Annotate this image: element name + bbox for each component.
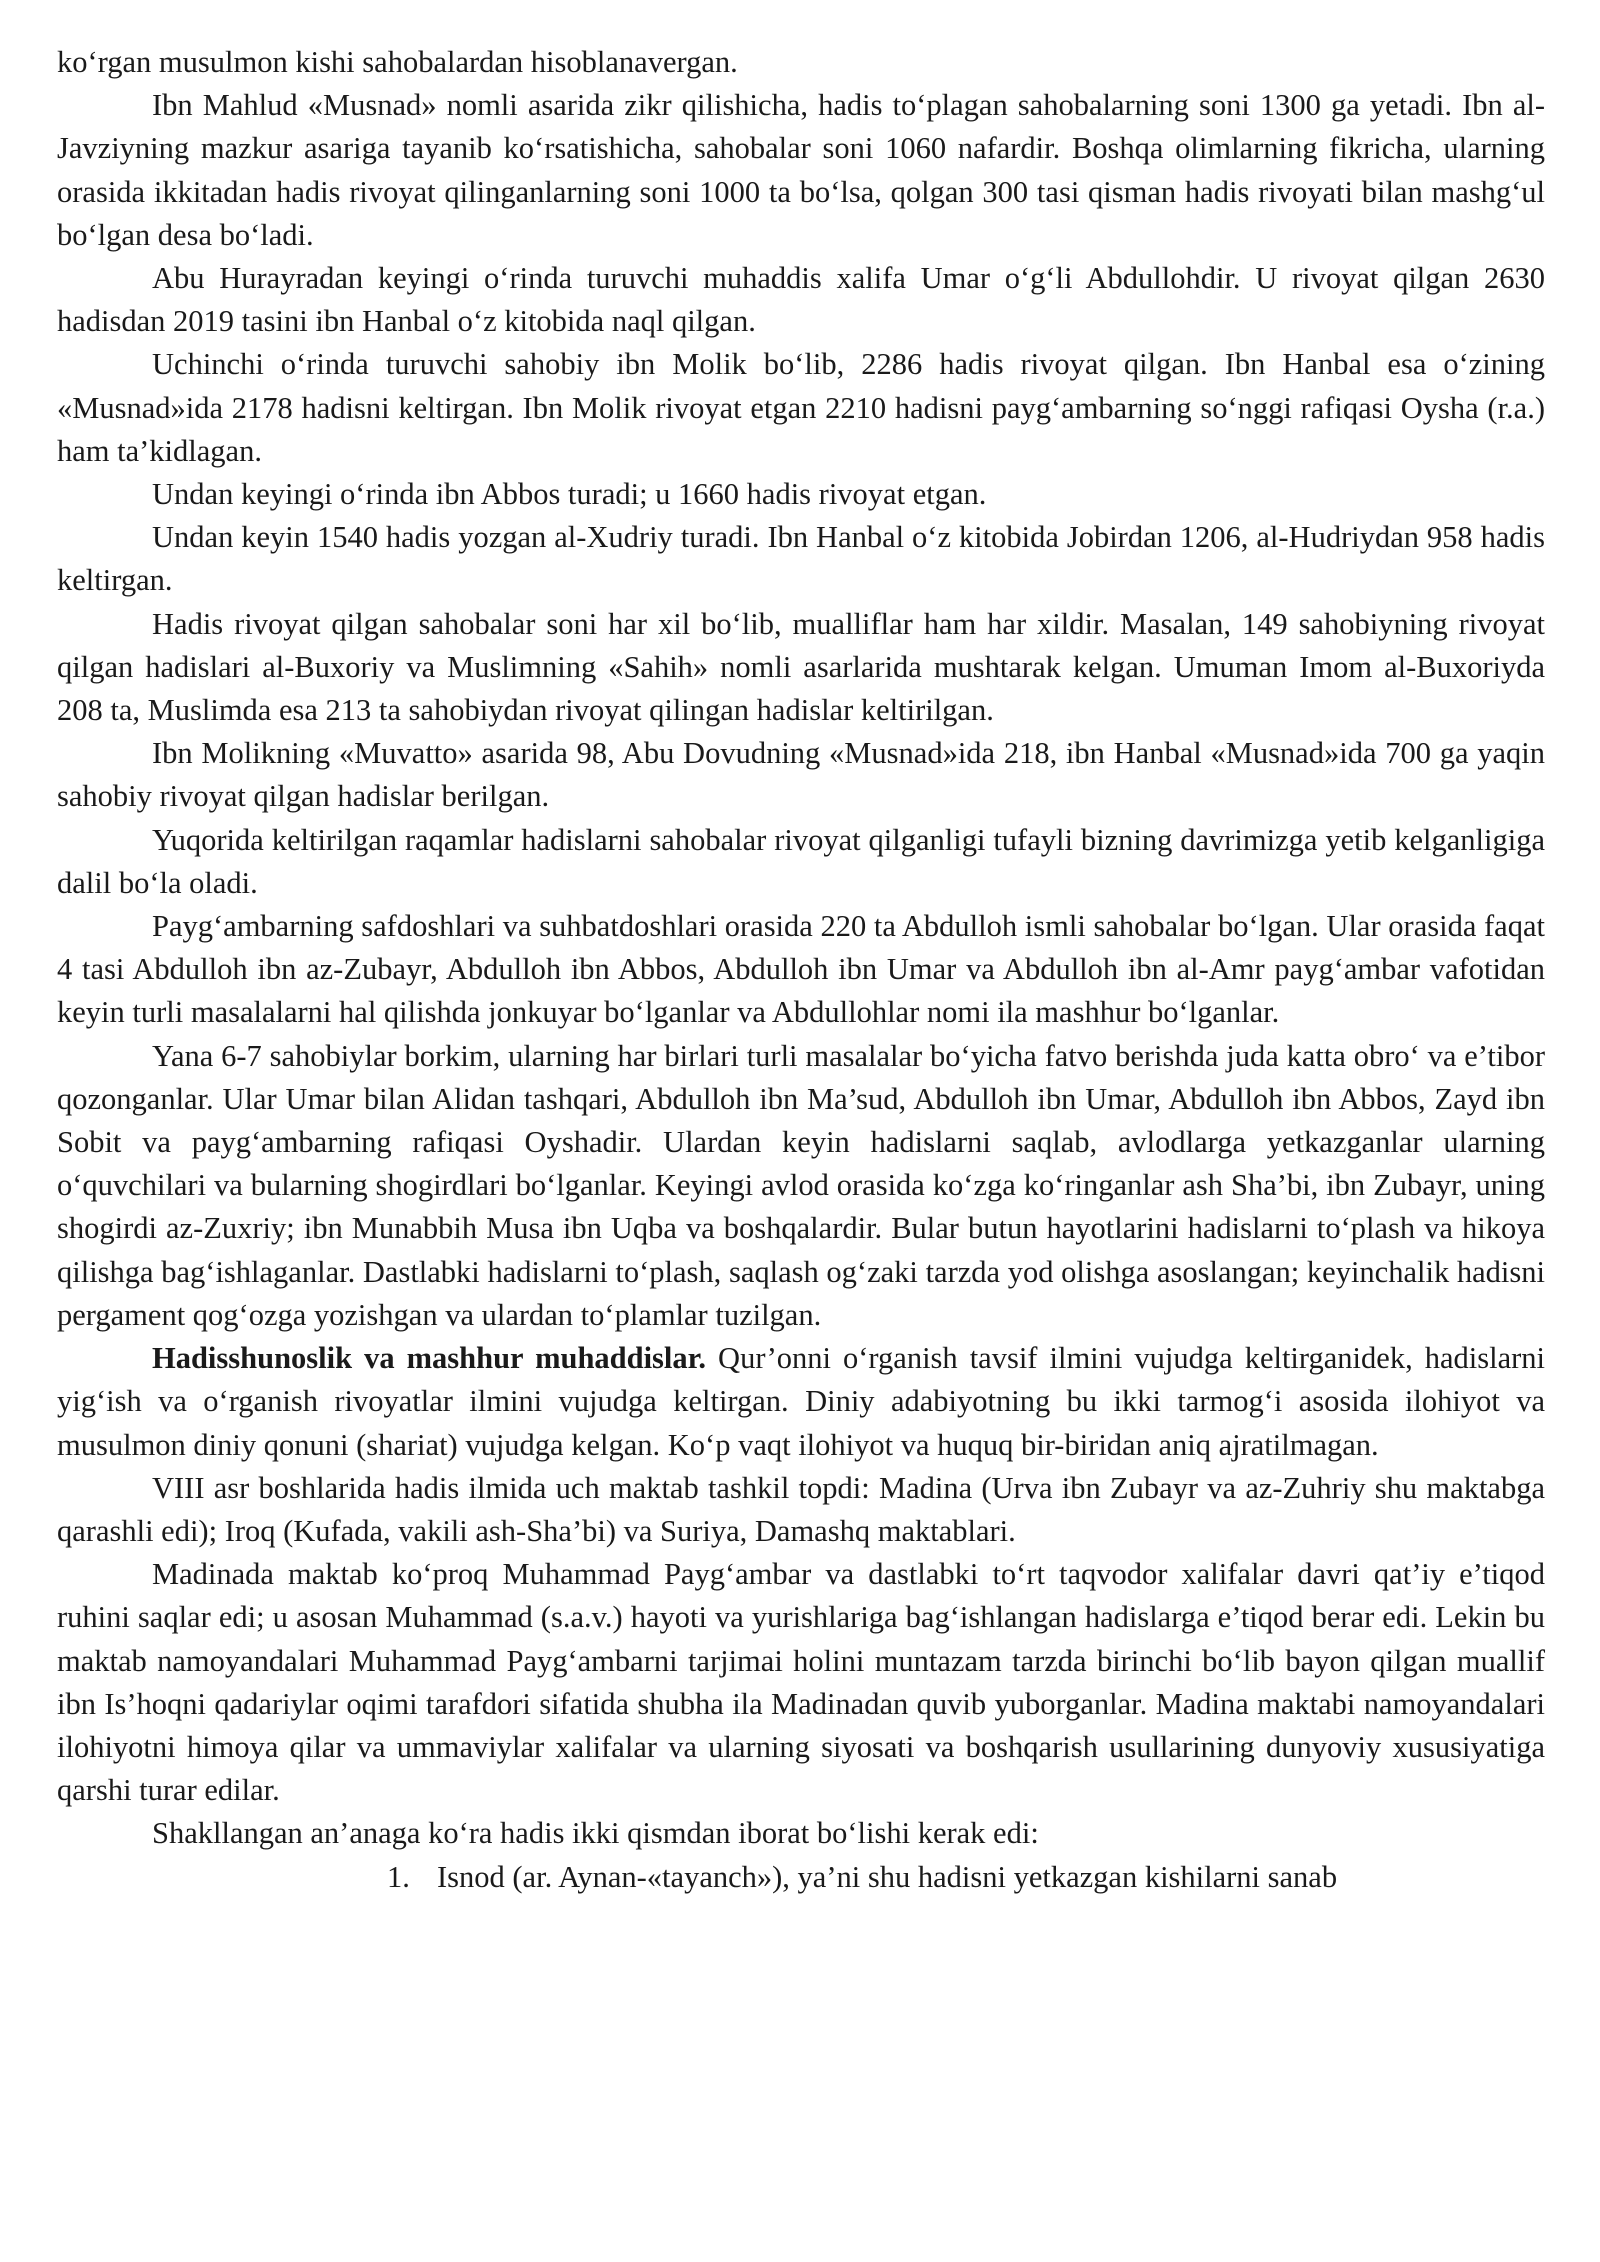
paragraph: Shakllangan an’anaga ko‘ra hadis ikki qismdan iborat bo‘lishi kerak edi: (152, 1816, 1039, 1851)
paragraph: Uchinchi o‘rinda turuvchi sahobiy ibn Molik bo‘lib, 2286 hadis rivoyat qilgan. Ibn Hanbal esa o‘zining «Musnad»ida 2178 hadisni keltirgan. Ibn Molik rivoyat etgan 2210 hadisni payg‘ambarning so‘nggi rafiqasi Oysha (r.a.) ham ta’kidlagan. (57, 347, 1545, 468)
paragraph: Yuqorida keltirilgan raqamlar hadislarni sahobalar rivoyat qilganligi tufayli bizning davrimizga yetib kelganligiga dalil bo‘la oladi. (57, 822, 1545, 900)
paragraph: Undan keyingi o‘rinda ibn Abbos turadi; u 1660 hadis rivoyat etgan. (152, 477, 987, 512)
list-number: 1. (387, 1859, 410, 1894)
paragraph: VIII asr boshlarida hadis ilmida uch maktab tashkil topdi: Madina (Urva ibn Zubayr va az-Zuhriy shu maktabga qarashli edi); Iroq (Kufada, vakili ash-Sha’bi) va Suriya, Damashq maktablari. (57, 1470, 1545, 1548)
paragraph: Yana 6-7 sahobiylar borkim, ularning har birlari turli masalalar bo‘yicha fatvo berishda juda katta obro‘ va e’tibor qozonganlar. Ular Umar bilan Alidan tashqari, Abdulloh ibn Ma’sud, Abdulloh ibn Umar, Abdulloh ibn Abbos, Zayd ibn Sobit va payg‘ambarning rafiqasi Oyshadir. Ulardan keyin hadislarni saqlab, avlodlarga yetkazganlar ularning o‘quvchilari va bularning shogirdlari bo‘lganlar. Keyingi avlod orasida ko‘zga ko‘ringanlar ash Sha’bi, ibn Zubayr, uning shogirdi az-Zuxriy; ibn Munabbih Musa ibn Uqba va boshqalardir. Bular butun hayotlarini hadislarni to‘plash va hikoya qilishga bag‘ishlaganlar. Dastlabki hadislarni to‘plash, saqlash og‘zaki tarzda yod olishga asoslangan; keyinchalik hadisni pergament qog‘ozga yozishgan va ulardan to‘plamlar tuzilgan. (57, 1038, 1545, 1332)
paragraph: Undan keyin 1540 hadis yozgan al-Xudriy turadi. Ibn Hanbal o‘z kitobida Jobirdan 1206, al-Hudriydan 958 hadis keltirgan. (57, 520, 1545, 598)
numbered-list (57, 1856, 1545, 1899)
section-heading: Hadisshunoslik va mashhur muhaddislar. (152, 1341, 707, 1376)
section-lead-text: Qur’onni o‘rganish tavsif ilmini vujudga keltirganidek, hadislarni yig‘ish va o‘rganish rivoyatlar ilmini vujudga keltirgan. Diniy adabiyotning bu ikki tarmog‘i asosida ilohiyot va musulmon diniy qonuni (shariat) vujudga kelgan. Ko‘p vaqt ilohiyot va huquq bir-biridan aniq ajratilmagan. (57, 1341, 1545, 1462)
paragraph: Ibn Molikning «Muvatto» asarida 98, Abu Dovudning «Musnad»ida 218, ibn Hanbal «Musnad»ida 700 ga yaqin sahobiy rivoyat qilgan hadislar berilgan. (57, 736, 1545, 814)
list-item (57, 1856, 1545, 1899)
paragraph: Madinada maktab ko‘proq Muhammad Payg‘ambar va dastlabki to‘rt taqvodor xalifalar davri qat’iy e’tiqod ruhini saqlar edi; u asosan Muhammad (s.a.v.) hayoti va yurishlariga bag‘ishlangan hadislarga e’tiqod berar edi. Lekin bu maktab namoyandalari Muhammad Payg‘ambarni tarjimai holini muntazam tarzda birinchi bo‘lib bayon qilgan muallif ibn Is’hoqni qadariylar oqimi tarafdori sifatida shubha ila Madinadan quvib yuborganlar. Madina maktabi namoyandalari ilohiyotni himoya qilar va ummaviylar xalifalar va ularning siyosati va boshqarish usullarining dunyoviy xususiyatiga qarshi turar edilar. (57, 1557, 1545, 1808)
paragraph: Abu Hurayradan keyingi o‘rinda turuvchi muhaddis xalifa Umar o‘g‘li Abdullohdir. U rivoyat qilgan 2630 hadisdan 2019 tasini ibn Hanbal o‘z kitobida naql qilgan. (57, 261, 1545, 339)
section-paragraph (57, 1337, 1545, 1467)
paragraph: Ibn Mahlud «Musnad» nomli asarida zikr qilishicha, hadis to‘plagan sahobalarning soni 1300 ga yetadi. Ibn al-Javziyning mazkur asariga tayanib ko‘rsatishicha, sahobalar soni 1060 nafardir. Boshqa olimlarning fikricha, ularning orasida ikkitadan hadis rivoyat qilinganlarning soni 1000 ta bo‘lsa, qolgan 300 tasi qisman hadis rivoyati bilan mashg‘ul bo‘lgan desa bo‘ladi. (57, 88, 1545, 252)
document-page (57, 41, 1545, 1899)
paragraph: Hadis rivoyat qilgan sahobalar soni har xil bo‘lib, mualliflar ham har xildir. Masalan, 149 sahobiyning rivoyat qilgan hadislari al-Buxoriy va Muslimning «Sahih» nomli asarlarida mushtarak kelgan. Umuman Imom al-Buxoriyda 208 ta, Muslimda esa 213 ta sahobiydan rivoyat qilingan hadislar keltirilgan. (57, 606, 1545, 728)
paragraph: Payg‘ambarning safdoshlari va suhbatdoshlari orasida 220 ta Abdulloh ismli sahobalar bo‘lgan. Ular orasida faqat 4 tasi Abdulloh ibn az-Zubayr, Abdulloh ibn Abbos, Abdulloh ibn Umar va Abdulloh ibn al-Amr payg‘ambar vafotidan keyin turli masalalarni hal qilishda jonkuyar bo‘lganlar va Abdullohlar nomi ila mashhur bo‘lganlar. (57, 909, 1545, 1030)
paragraph: ko‘rgan musulmon kishi sahobalardan hisoblanavergan. (57, 45, 738, 79)
list-item-text: Isnod (ar. Aynan-«tayanch»), ya’ni shu hadisni yetkazgan kishilarni sanab (437, 1859, 1338, 1894)
